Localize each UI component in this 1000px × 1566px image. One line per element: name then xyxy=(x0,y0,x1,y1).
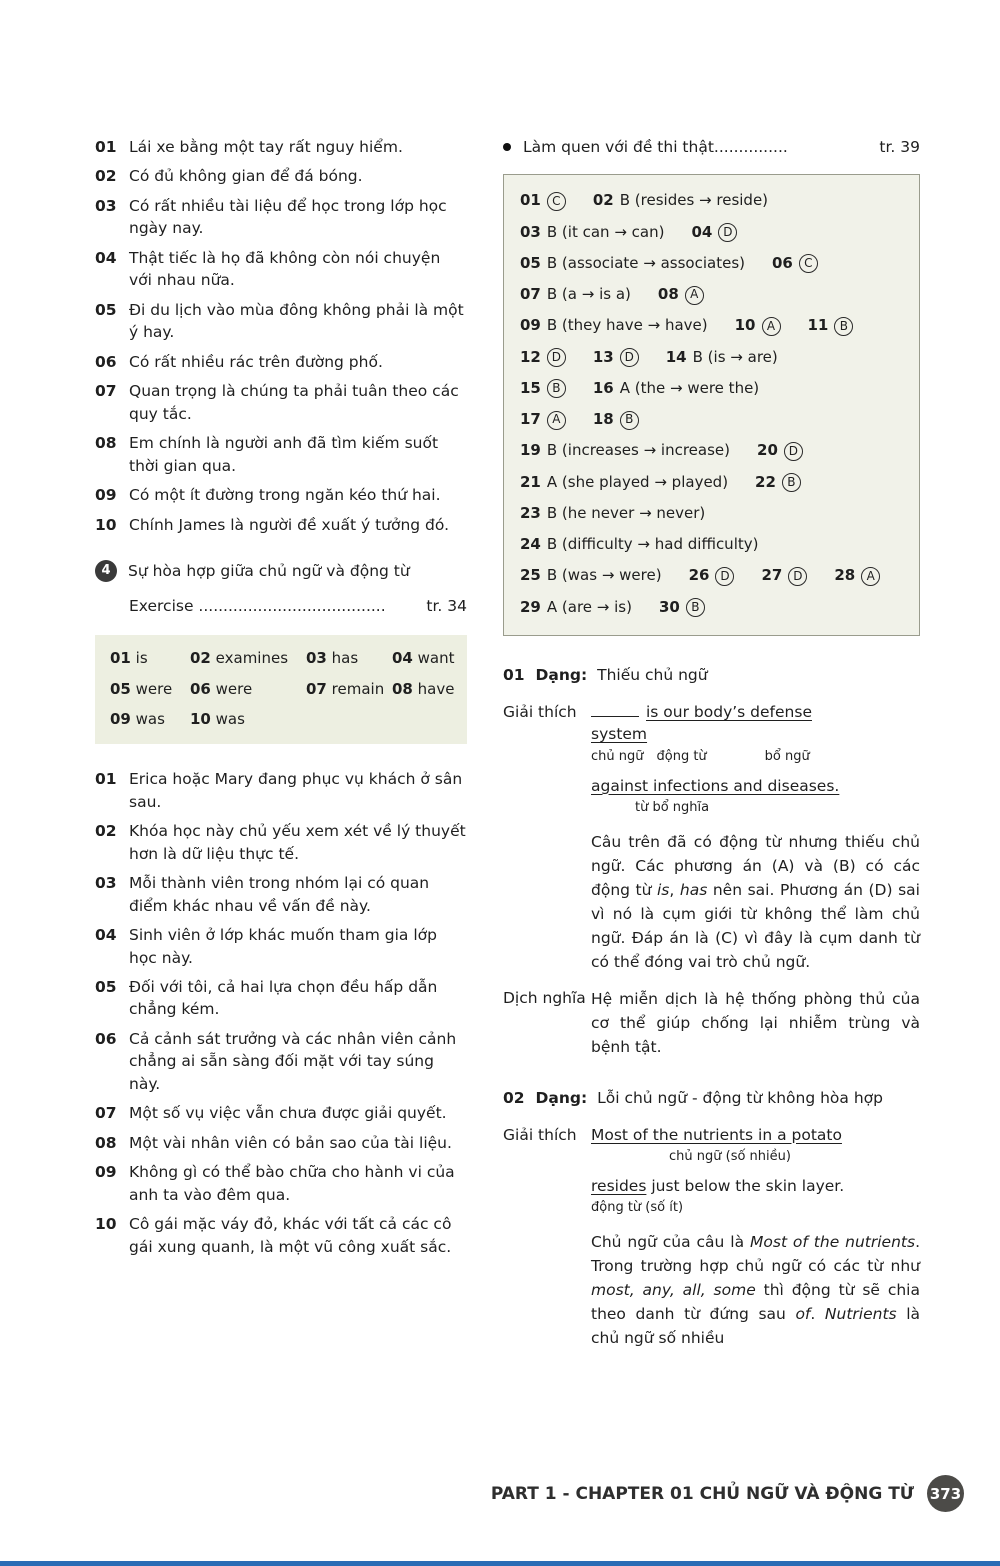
sentence-item xyxy=(95,1132,467,1154)
answer-correction: B (is → are) xyxy=(692,347,778,366)
translation-label: Dịch nghĩa xyxy=(503,989,586,1008)
sentence-item xyxy=(95,820,467,865)
grammar-label-verb: động từ xyxy=(656,748,707,764)
item-number: 04 xyxy=(95,926,117,945)
question-1-heading xyxy=(503,664,920,686)
answer-value: was xyxy=(215,710,245,729)
item-text: Có một ít đường trong ngăn kéo thứ hai. xyxy=(129,486,441,505)
answer-value: was xyxy=(135,710,165,729)
explain-label: Giải thích xyxy=(503,1125,577,1144)
question-1-block xyxy=(503,664,920,1059)
answer-item xyxy=(772,253,818,275)
sentence-list-2 xyxy=(95,768,467,1258)
circled-answer: A xyxy=(547,411,566,430)
answer-line xyxy=(520,315,903,337)
example-sentence-line-1 xyxy=(591,1124,920,1146)
question-type-label: Dạng: xyxy=(535,666,588,685)
sentence-item xyxy=(95,136,467,158)
answer-number: 06 xyxy=(190,679,211,698)
item-number: 07 xyxy=(95,382,117,401)
answer-number: 20 xyxy=(757,441,778,460)
exercise-answer xyxy=(306,648,392,670)
answer-correction: B (resides → reside) xyxy=(619,191,769,210)
item-number: 10 xyxy=(95,515,117,534)
circled-answer: D xyxy=(784,442,803,461)
answer-line xyxy=(520,565,903,587)
question-type: Lỗi chủ ngữ - động từ không hòa hợp xyxy=(597,1089,883,1108)
item-text: Thật tiếc là họ đã không còn nói chuyện với nhau nữa. xyxy=(129,248,441,290)
page-edge-bar xyxy=(0,1561,1000,1566)
answer-item xyxy=(808,315,854,337)
sentence-rest: just below the skin layer. xyxy=(646,1176,845,1195)
item-text: Lái xe bằng một tay rất nguy hiểm. xyxy=(129,138,403,156)
sentence-item xyxy=(95,195,467,240)
circled-answer: B xyxy=(686,598,705,617)
item-text: Cô gái mặc váy đỏ, khác với tất cả các cô gái xung quanh, là một vũ công xuất sắc. xyxy=(129,1215,452,1256)
exercise-answer xyxy=(190,648,306,670)
exercise-answer xyxy=(190,679,306,701)
item-text: Có đủ không gian để đá bóng. xyxy=(129,167,363,186)
answer-number: 28 xyxy=(834,566,856,585)
answer-number: 24 xyxy=(520,535,541,554)
answer-number: 26 xyxy=(688,566,710,585)
exercise-answer xyxy=(110,648,190,670)
answer-line xyxy=(520,597,903,619)
circled-answer: B xyxy=(834,317,853,336)
item-number: 08 xyxy=(95,434,117,453)
answer-correction: B (was → were) xyxy=(546,566,662,585)
exercise-answer xyxy=(110,679,190,701)
circled-answer: C xyxy=(799,254,818,273)
answer-number: 27 xyxy=(761,566,783,585)
item-text: Cả cảnh sát trưởng và các nhân viên cảnh chẳng ai sẵn sàng đối mặt với tay súng này. xyxy=(129,1029,457,1093)
example-sentence-line-2 xyxy=(591,775,920,797)
answer-item xyxy=(755,472,801,494)
sentence-item xyxy=(95,1213,467,1258)
section-header xyxy=(95,560,467,582)
test-answer-box xyxy=(503,174,920,636)
explain-row xyxy=(503,701,920,974)
exercise-answer xyxy=(392,679,455,701)
answer-correction: B (a → is a) xyxy=(546,285,631,304)
circled-answer: C xyxy=(547,192,566,211)
answer-item xyxy=(520,472,728,494)
translation-row xyxy=(503,987,920,1059)
item-text: Mỗi thành viên trong nhóm lại có quan điểm khác nhau về vấn đề này. xyxy=(129,874,430,915)
item-number: 02 xyxy=(95,167,117,186)
question-number: 01 xyxy=(503,666,525,685)
exercise-answer xyxy=(110,709,190,731)
answer-item xyxy=(659,597,705,619)
grammar-labels xyxy=(591,748,920,767)
answer-correction: A (the → were the) xyxy=(619,378,760,397)
answer-correction: B (it can → can) xyxy=(546,222,665,241)
answer-item xyxy=(520,222,664,244)
answer-line xyxy=(520,253,903,275)
answer-number: 06 xyxy=(772,253,793,272)
circled-answer: D xyxy=(547,348,566,367)
answer-item xyxy=(520,565,662,587)
answer-number: 04 xyxy=(691,222,713,241)
answer-item xyxy=(658,284,704,306)
sentence-list-1 xyxy=(95,136,467,536)
circled-answer: B xyxy=(547,379,566,398)
answer-number: 19 xyxy=(520,441,541,460)
explanation-paragraph: Câu trên đã có động từ nhưng thiếu chủ ngữ. Các phương án (A) và (B) có các động từ is, has nên sai. Phương án (D) sai vì nó là cụm giới từ không thể làm chủ ngữ. Đáp án là (C) vì đây là cụm danh từ có thể đóng vai trò chủ ngữ. xyxy=(591,833,920,972)
item-number: 06 xyxy=(95,1029,117,1048)
left-column xyxy=(95,136,467,1378)
test-toc-text: Làm quen với đề thi thật............... xyxy=(523,138,788,156)
item-number: 03 xyxy=(95,874,117,893)
circled-answer: B xyxy=(782,473,801,492)
item-number: 05 xyxy=(95,977,117,996)
sentence-item xyxy=(95,484,467,506)
answer-number: 03 xyxy=(306,648,327,667)
item-text: Đối với tôi, cả hai lựa chọn đều hấp dẫn chẳng kém. xyxy=(129,977,438,1019)
sentence-item xyxy=(95,247,467,292)
answer-number: 21 xyxy=(520,472,541,491)
answer-line xyxy=(520,222,903,244)
answer-number: 30 xyxy=(658,597,680,616)
answer-line xyxy=(520,440,903,462)
exercise-label: Exercise ...................................... xyxy=(129,596,386,615)
item-text: Một số vụ việc vẫn chưa được giải quyết. xyxy=(129,1104,447,1123)
answer-correction: B (increases → increase) xyxy=(546,441,731,460)
sentence-item xyxy=(95,380,467,425)
answer-number: 05 xyxy=(110,679,131,698)
example-sentence-line-1 xyxy=(591,701,843,746)
question-type-label: Dạng: xyxy=(535,1089,588,1108)
answer-number: 29 xyxy=(520,597,541,616)
item-number: 06 xyxy=(95,352,117,371)
section-title: Sự hòa hợp giữa chủ ngữ và động từ xyxy=(128,562,410,581)
circled-answer: D xyxy=(788,567,807,586)
answer-value: examines xyxy=(215,648,289,667)
grammar-label-verb: động từ (số ít) xyxy=(591,1200,684,1216)
answer-correction: A (are → is) xyxy=(546,597,632,616)
exercise-answer xyxy=(306,679,392,701)
answer-correction: B (they have → have) xyxy=(546,316,708,335)
circled-answer: D xyxy=(715,567,734,586)
answer-item xyxy=(761,565,807,587)
answer-number: 25 xyxy=(520,566,541,585)
section-number-badge: 4 xyxy=(95,560,117,582)
test-toc-line xyxy=(503,136,920,158)
answer-value: were xyxy=(215,679,253,698)
item-number: 01 xyxy=(95,138,117,156)
answer-value: is xyxy=(135,648,148,667)
exercise-toc-line xyxy=(129,595,467,617)
circled-answer: D xyxy=(718,223,737,242)
answer-number: 07 xyxy=(306,679,327,698)
answer-item xyxy=(520,378,566,400)
answer-item xyxy=(691,222,737,244)
item-text: Erica hoặc Mary đang phục vụ khách ở sân sau. xyxy=(129,770,463,811)
exercise-answer xyxy=(392,648,455,670)
answer-item xyxy=(593,378,759,400)
grammar-label-subject: chủ ngữ (số nhiều) xyxy=(669,1149,791,1165)
answer-line xyxy=(520,503,903,525)
answer-correction: A (she played → played) xyxy=(546,472,729,491)
circled-answer: A xyxy=(685,286,704,305)
explain-content xyxy=(591,1124,920,1351)
answer-number: 03 xyxy=(520,222,541,241)
question-type: Thiếu chủ ngữ xyxy=(597,666,708,685)
item-text: Sinh viên ở lớp khác muốn tham gia lớp học này. xyxy=(129,926,437,967)
answer-number: 17 xyxy=(520,410,541,429)
answer-number: 14 xyxy=(665,347,687,366)
answer-item xyxy=(520,440,730,462)
explain-label: Giải thích xyxy=(503,702,577,721)
answer-item xyxy=(593,347,639,369)
circled-answer: B xyxy=(620,411,639,430)
question-number: 02 xyxy=(503,1089,525,1108)
content-columns xyxy=(95,136,920,1378)
example-sentence-line-2 xyxy=(591,1175,920,1197)
answer-number: 16 xyxy=(592,378,614,397)
answer-number: 02 xyxy=(190,648,211,667)
right-column xyxy=(503,136,920,1378)
answer-number: 11 xyxy=(807,316,829,335)
answer-number: 05 xyxy=(520,253,541,272)
answer-number: 07 xyxy=(520,285,541,304)
answer-line xyxy=(520,534,903,556)
answer-item xyxy=(520,190,566,212)
grammar-label-modifier-row xyxy=(635,799,920,818)
underlined-phrase: against infections and diseases. xyxy=(591,776,840,795)
answer-number: 10 xyxy=(734,316,756,335)
sentence-item xyxy=(95,976,467,1021)
bullet-icon xyxy=(503,143,511,151)
exercise-page-ref: tr. 34 xyxy=(426,596,467,615)
answer-number: 18 xyxy=(592,410,614,429)
explain-row xyxy=(503,1124,920,1351)
item-text: Một vài nhân viên có bản sao của tài liệu. xyxy=(129,1133,452,1152)
answer-number: 01 xyxy=(110,648,131,667)
explanation-paragraph: Chủ ngữ của câu là Most of the nutrients. Trong trường hợp chủ ngữ có các từ như most, any, all, some thì động từ sẽ chia theo danh từ đứng sau of. Nutrients là chủ ngữ số nhiều xyxy=(591,1233,920,1348)
circled-answer: D xyxy=(620,348,639,367)
answer-item xyxy=(757,440,803,462)
question-2-heading xyxy=(503,1087,920,1109)
answer-line xyxy=(520,284,903,306)
sentence-item xyxy=(95,514,467,536)
sentence-item xyxy=(95,1102,467,1124)
page-footer xyxy=(491,1475,964,1512)
sentence-item xyxy=(95,768,467,813)
sentence-item xyxy=(95,165,467,187)
page-number-badge: 373 xyxy=(927,1475,964,1512)
footer-chapter-title: PART 1 - CHAPTER 01 CHỦ NGỮ VÀ ĐỘNG TỪ xyxy=(490,1483,914,1504)
sentence-item xyxy=(95,299,467,344)
item-text: Có rất nhiều tài liệu để học trong lớp học ngày nay. xyxy=(129,196,447,238)
item-number: 05 xyxy=(95,300,117,319)
grammar-label-modifier: từ bổ nghĩa xyxy=(635,800,710,816)
answer-item xyxy=(593,409,639,431)
answer-item xyxy=(520,409,566,431)
answer-number: 15 xyxy=(520,378,541,397)
answer-value: want xyxy=(417,648,455,667)
answer-number: 22 xyxy=(755,472,776,491)
question-2-block xyxy=(503,1087,920,1350)
answer-line xyxy=(520,409,903,431)
sentence-item xyxy=(95,1028,467,1095)
item-number: 09 xyxy=(95,1163,117,1182)
explain-content xyxy=(591,701,920,974)
sentence-item xyxy=(95,924,467,969)
item-number: 03 xyxy=(95,196,117,215)
item-number: 09 xyxy=(95,486,117,505)
item-number: 07 xyxy=(95,1104,117,1123)
answer-correction: B (difficulty → had difficulty) xyxy=(546,535,759,554)
exercise-answer xyxy=(190,709,306,731)
answer-number: 13 xyxy=(592,347,614,366)
blank-underline xyxy=(591,701,639,717)
answer-correction: B (associate → associates) xyxy=(546,253,745,272)
underlined-phrase: Most of the nutrients in a potato xyxy=(591,1125,842,1144)
answer-line xyxy=(520,472,903,494)
item-text: Quan trọng là chúng ta phải tuân theo các quy tắc. xyxy=(129,382,459,423)
answer-correction: B (he never → never) xyxy=(546,503,706,522)
answer-number: 08 xyxy=(657,285,679,304)
item-number: 04 xyxy=(95,248,117,267)
answer-line xyxy=(520,190,903,212)
answer-value: remain xyxy=(331,679,385,698)
underlined-phrase: is our body’s defense system xyxy=(591,702,812,744)
answer-item xyxy=(520,315,708,337)
item-text: Em chính là người anh đã tìm kiếm suốt thời gian qua. xyxy=(129,434,439,475)
answer-value: has xyxy=(331,648,359,667)
answer-item xyxy=(520,503,705,525)
grammar-label-complement: bổ ngữ xyxy=(764,748,810,764)
answer-number: 23 xyxy=(520,503,541,522)
answer-value: were xyxy=(135,679,173,698)
answer-item xyxy=(689,565,735,587)
answer-item xyxy=(520,284,631,306)
item-text: Có rất nhiều rác trên đường phố. xyxy=(129,352,383,371)
answer-number: 09 xyxy=(520,316,541,335)
item-number: 01 xyxy=(95,770,117,789)
answer-line xyxy=(520,347,903,369)
answer-item xyxy=(593,190,768,212)
item-number: 08 xyxy=(95,1133,117,1152)
underlined-verb: resides xyxy=(591,1176,647,1195)
grammar-label-subject: chủ ngữ xyxy=(591,748,644,764)
item-number: 02 xyxy=(95,822,117,841)
answer-number: 10 xyxy=(190,710,211,729)
answer-value: have xyxy=(417,679,455,698)
answer-item xyxy=(735,315,781,337)
answer-number: 04 xyxy=(392,648,413,667)
item-text: Không gì có thể bào chữa cho hành vi của anh ta vào đêm qua. xyxy=(129,1163,455,1204)
answer-item xyxy=(834,565,880,587)
circled-answer: A xyxy=(861,567,880,586)
item-text: Đi du lịch vào mùa đông không phải là một ý hay. xyxy=(129,300,464,342)
exercise-answer-box xyxy=(95,635,467,744)
answer-number: 01 xyxy=(520,191,541,210)
item-number: 10 xyxy=(95,1215,117,1234)
answer-item xyxy=(520,347,566,369)
grammar-label-verb-row xyxy=(591,1199,920,1218)
answer-item xyxy=(520,253,745,275)
item-text: Khóa học này chủ yếu xem xét về lý thuyết hơn là dữ liệu thực tế. xyxy=(129,822,466,863)
sentence-item xyxy=(95,351,467,373)
translation-text: Hệ miễn dịch là hệ thống phòng thủ của cơ thể giúp chống lại nhiễm trùng và bệnh tật. xyxy=(591,990,920,1057)
answer-number: 09 xyxy=(110,710,131,729)
answer-number: 08 xyxy=(392,679,413,698)
answer-item xyxy=(666,347,778,369)
answer-item xyxy=(520,534,758,556)
sentence-item xyxy=(95,872,467,917)
sentence-item xyxy=(95,432,467,477)
answer-line xyxy=(520,378,903,400)
answer-number: 12 xyxy=(520,347,541,366)
translation-content xyxy=(591,987,920,1059)
answer-item xyxy=(520,597,632,619)
test-toc-page-ref: tr. 39 xyxy=(879,138,920,156)
sentence-item xyxy=(95,1161,467,1206)
circled-answer: A xyxy=(762,317,781,336)
item-text: Chính James là người đề xuất ý tưởng đó. xyxy=(129,515,450,534)
grammar-label-subject-row xyxy=(669,1148,920,1167)
answer-number: 02 xyxy=(592,191,614,210)
